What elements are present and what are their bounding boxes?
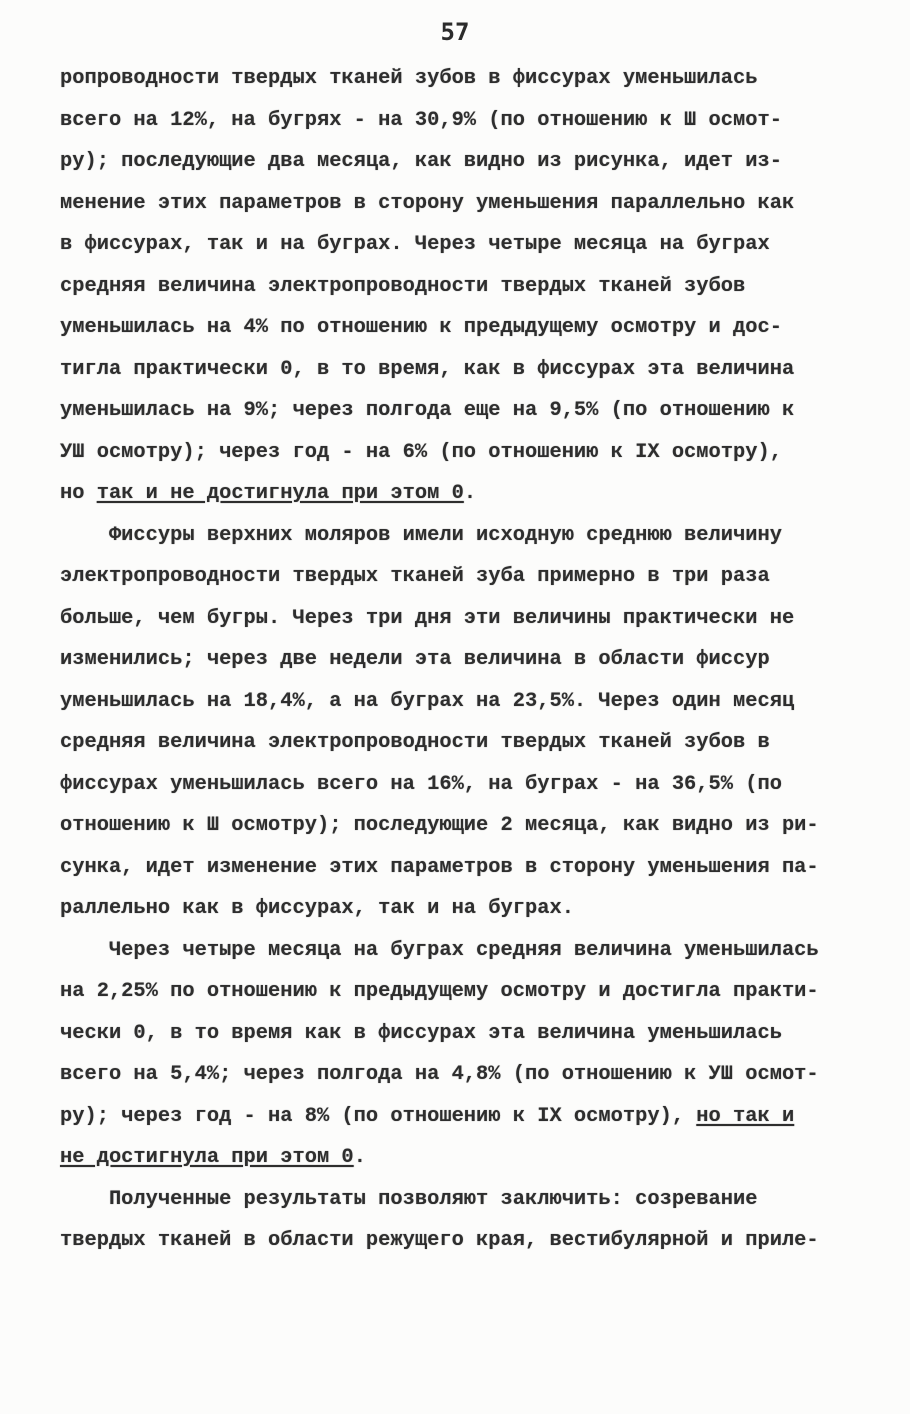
underlined-text: не достигнула при этом 0 bbox=[60, 1146, 354, 1169]
text-segment: ру); последующие два месяца, как видно из рисунка, идет из- bbox=[60, 150, 782, 173]
text-segment: раллельно как в фиссурах, так и на буграх. bbox=[60, 897, 574, 920]
text-line bbox=[60, 266, 860, 308]
text-line bbox=[60, 141, 860, 183]
document-body-text bbox=[60, 58, 860, 1262]
text-line bbox=[60, 1013, 860, 1055]
text-line bbox=[60, 100, 860, 142]
text-line bbox=[60, 1220, 860, 1262]
text-line bbox=[60, 1137, 860, 1179]
underlined-text: но так и bbox=[696, 1104, 795, 1128]
text-line bbox=[60, 1179, 860, 1221]
text-segment: на 2,25% по отношению к предыдущему осмотру и достигла практи- bbox=[60, 980, 819, 1003]
text-segment: менение этих параметров в сторону уменьшения параллельно как bbox=[60, 191, 795, 215]
text-segment: электропроводности твердых тканей зуба примерно в три раза bbox=[60, 565, 770, 588]
text-segment: больше, чем бугры. Через три дня эти величины практически не bbox=[60, 606, 795, 630]
text-line bbox=[60, 1096, 860, 1138]
text-line bbox=[60, 598, 860, 640]
text-line bbox=[60, 681, 860, 723]
text-segment: тигла практически 0, в то время, как в фиссурах эта величина bbox=[60, 357, 795, 381]
text-line bbox=[60, 224, 860, 266]
text-segment: УШ осмотру); через год - на 6% (по отношению к IX осмотру), bbox=[60, 440, 782, 464]
text-line bbox=[60, 722, 860, 764]
text-line bbox=[60, 971, 860, 1013]
text-line bbox=[60, 556, 860, 598]
text-segment: уменьшилась на 4% по отношению к предыдущему осмотру и дос- bbox=[60, 316, 782, 339]
text-line bbox=[60, 515, 860, 557]
text-line bbox=[60, 847, 860, 889]
text-line bbox=[60, 930, 860, 972]
text-line bbox=[60, 349, 860, 391]
text-segment: всего на 5,4%; через полгода на 4,8% (по отношению к УШ осмот- bbox=[60, 1063, 819, 1086]
text-segment: уменьшилась на 18,4%, а на буграх на 23,5%. Через один месяц bbox=[60, 689, 795, 713]
text-segment: ропроводности твердых тканей зубов в фиссурах уменьшилась bbox=[60, 67, 758, 90]
text-segment: в фиссурах, так и на буграх. Через четыре месяца на буграх bbox=[60, 233, 770, 256]
text-line bbox=[60, 307, 860, 349]
text-segment: отношению к Ш осмотру); последующие 2 месяца, как видно из ри- bbox=[60, 814, 819, 837]
page-number: 57 bbox=[440, 18, 470, 46]
text-line bbox=[60, 473, 860, 515]
text-segment: всего на 12%, на бугрях - на 30,9% (по отношению к Ш осмот- bbox=[60, 108, 782, 132]
text-segment: Фиссуры верхних моляров имели исходную среднюю величину bbox=[60, 523, 782, 547]
text-segment: изменились; через две недели эта величина в области фиссур bbox=[60, 648, 770, 671]
text-line bbox=[60, 58, 860, 100]
text-line bbox=[60, 805, 860, 847]
text-line bbox=[60, 183, 860, 225]
text-line bbox=[60, 432, 860, 474]
text-line bbox=[60, 390, 860, 432]
text-segment: средняя величина электропроводности твердых тканей зубов bbox=[60, 274, 746, 298]
text-line bbox=[60, 1054, 860, 1096]
text-segment: уменьшилась на 9%; через полгода еще на 9,5% (по отношению к bbox=[60, 399, 795, 422]
text-segment: фиссурах уменьшилась всего на 16%, на буграх - на 36,5% (по bbox=[60, 772, 782, 796]
text-segment: Через четыре месяца на буграх средняя величина уменьшилась bbox=[60, 938, 819, 962]
text-segment: Полученные результаты позволяют заключить: созревание bbox=[60, 1187, 758, 1211]
text-line bbox=[60, 764, 860, 806]
underlined-text: так и не достигнула при этом 0 bbox=[96, 482, 464, 505]
text-segment: средняя величина электропроводности твердых тканей зубов в bbox=[60, 731, 770, 754]
text-segment: ру); через год - на 8% (по отношению к IX осмотру), bbox=[60, 1104, 697, 1128]
text-segment: твердых тканей в области режущего края, вестибулярной и приле- bbox=[60, 1229, 819, 1252]
text-segment: . bbox=[463, 482, 477, 505]
text-segment: чески 0, в то время как в фиссурах эта величина уменьшилась bbox=[60, 1021, 782, 1045]
text-segment: сунка, идет изменение этих параметров в сторону уменьшения па- bbox=[60, 855, 819, 879]
text-line bbox=[60, 639, 860, 681]
text-line bbox=[60, 888, 860, 930]
text-segment: . bbox=[353, 1146, 366, 1169]
text-segment: но bbox=[60, 482, 97, 505]
